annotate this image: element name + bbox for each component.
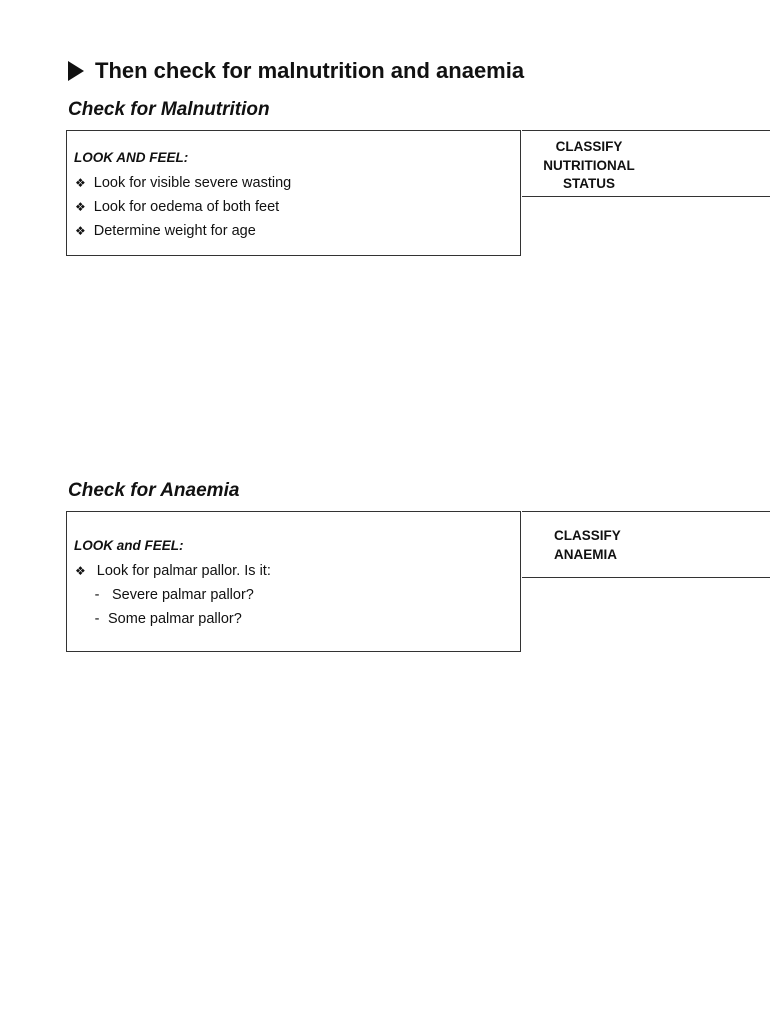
dash-bullet: - <box>94 611 100 627</box>
anaemia-section-title: Check for Anaemia <box>68 480 240 501</box>
malnutrition-section-title: Check for Malnutrition <box>68 99 270 120</box>
malnutrition-assess-box <box>66 130 521 256</box>
classify-nutritional-status-label: CLASSIFY NUTRITIONAL STATUS <box>543 139 635 191</box>
dash-bullet: - <box>94 587 100 603</box>
play-arrow-icon <box>68 61 84 81</box>
list-item: ❖ Determine weight for age <box>75 223 256 239</box>
list-item: ❖ Look for visible severe wasting <box>75 175 292 191</box>
page-heading <box>68 58 524 84</box>
diamond-bullet-icon: ❖ <box>75 200 86 214</box>
list-sub-item: - Severe palmar pallor? <box>75 583 271 607</box>
classify-nutritional-status-cell <box>522 130 770 197</box>
diamond-bullet-icon: ❖ <box>75 176 86 190</box>
classify-anaemia-cell <box>522 511 770 578</box>
anaemia-assess-box <box>66 511 521 652</box>
malnutrition-look-label: LOOK AND FEEL: <box>74 150 189 165</box>
diamond-bullet-icon: ❖ <box>75 564 86 578</box>
classify-anaemia-label: CLASSIFY ANAEMIA <box>554 528 621 562</box>
diamond-bullet-icon: ❖ <box>75 224 86 238</box>
list-sub-item: - Some palmar pallor? <box>75 607 271 631</box>
anaemia-checklist <box>75 559 271 631</box>
malnutrition-checklist <box>75 171 291 243</box>
anaemia-look-label: LOOK and FEEL: <box>74 538 184 553</box>
list-item: ❖ Look for palmar pallor. Is it: <box>75 563 271 579</box>
page-heading-text: Then check for malnutrition and anaemia <box>95 58 525 83</box>
list-item: ❖ Look for oedema of both feet <box>75 199 280 215</box>
